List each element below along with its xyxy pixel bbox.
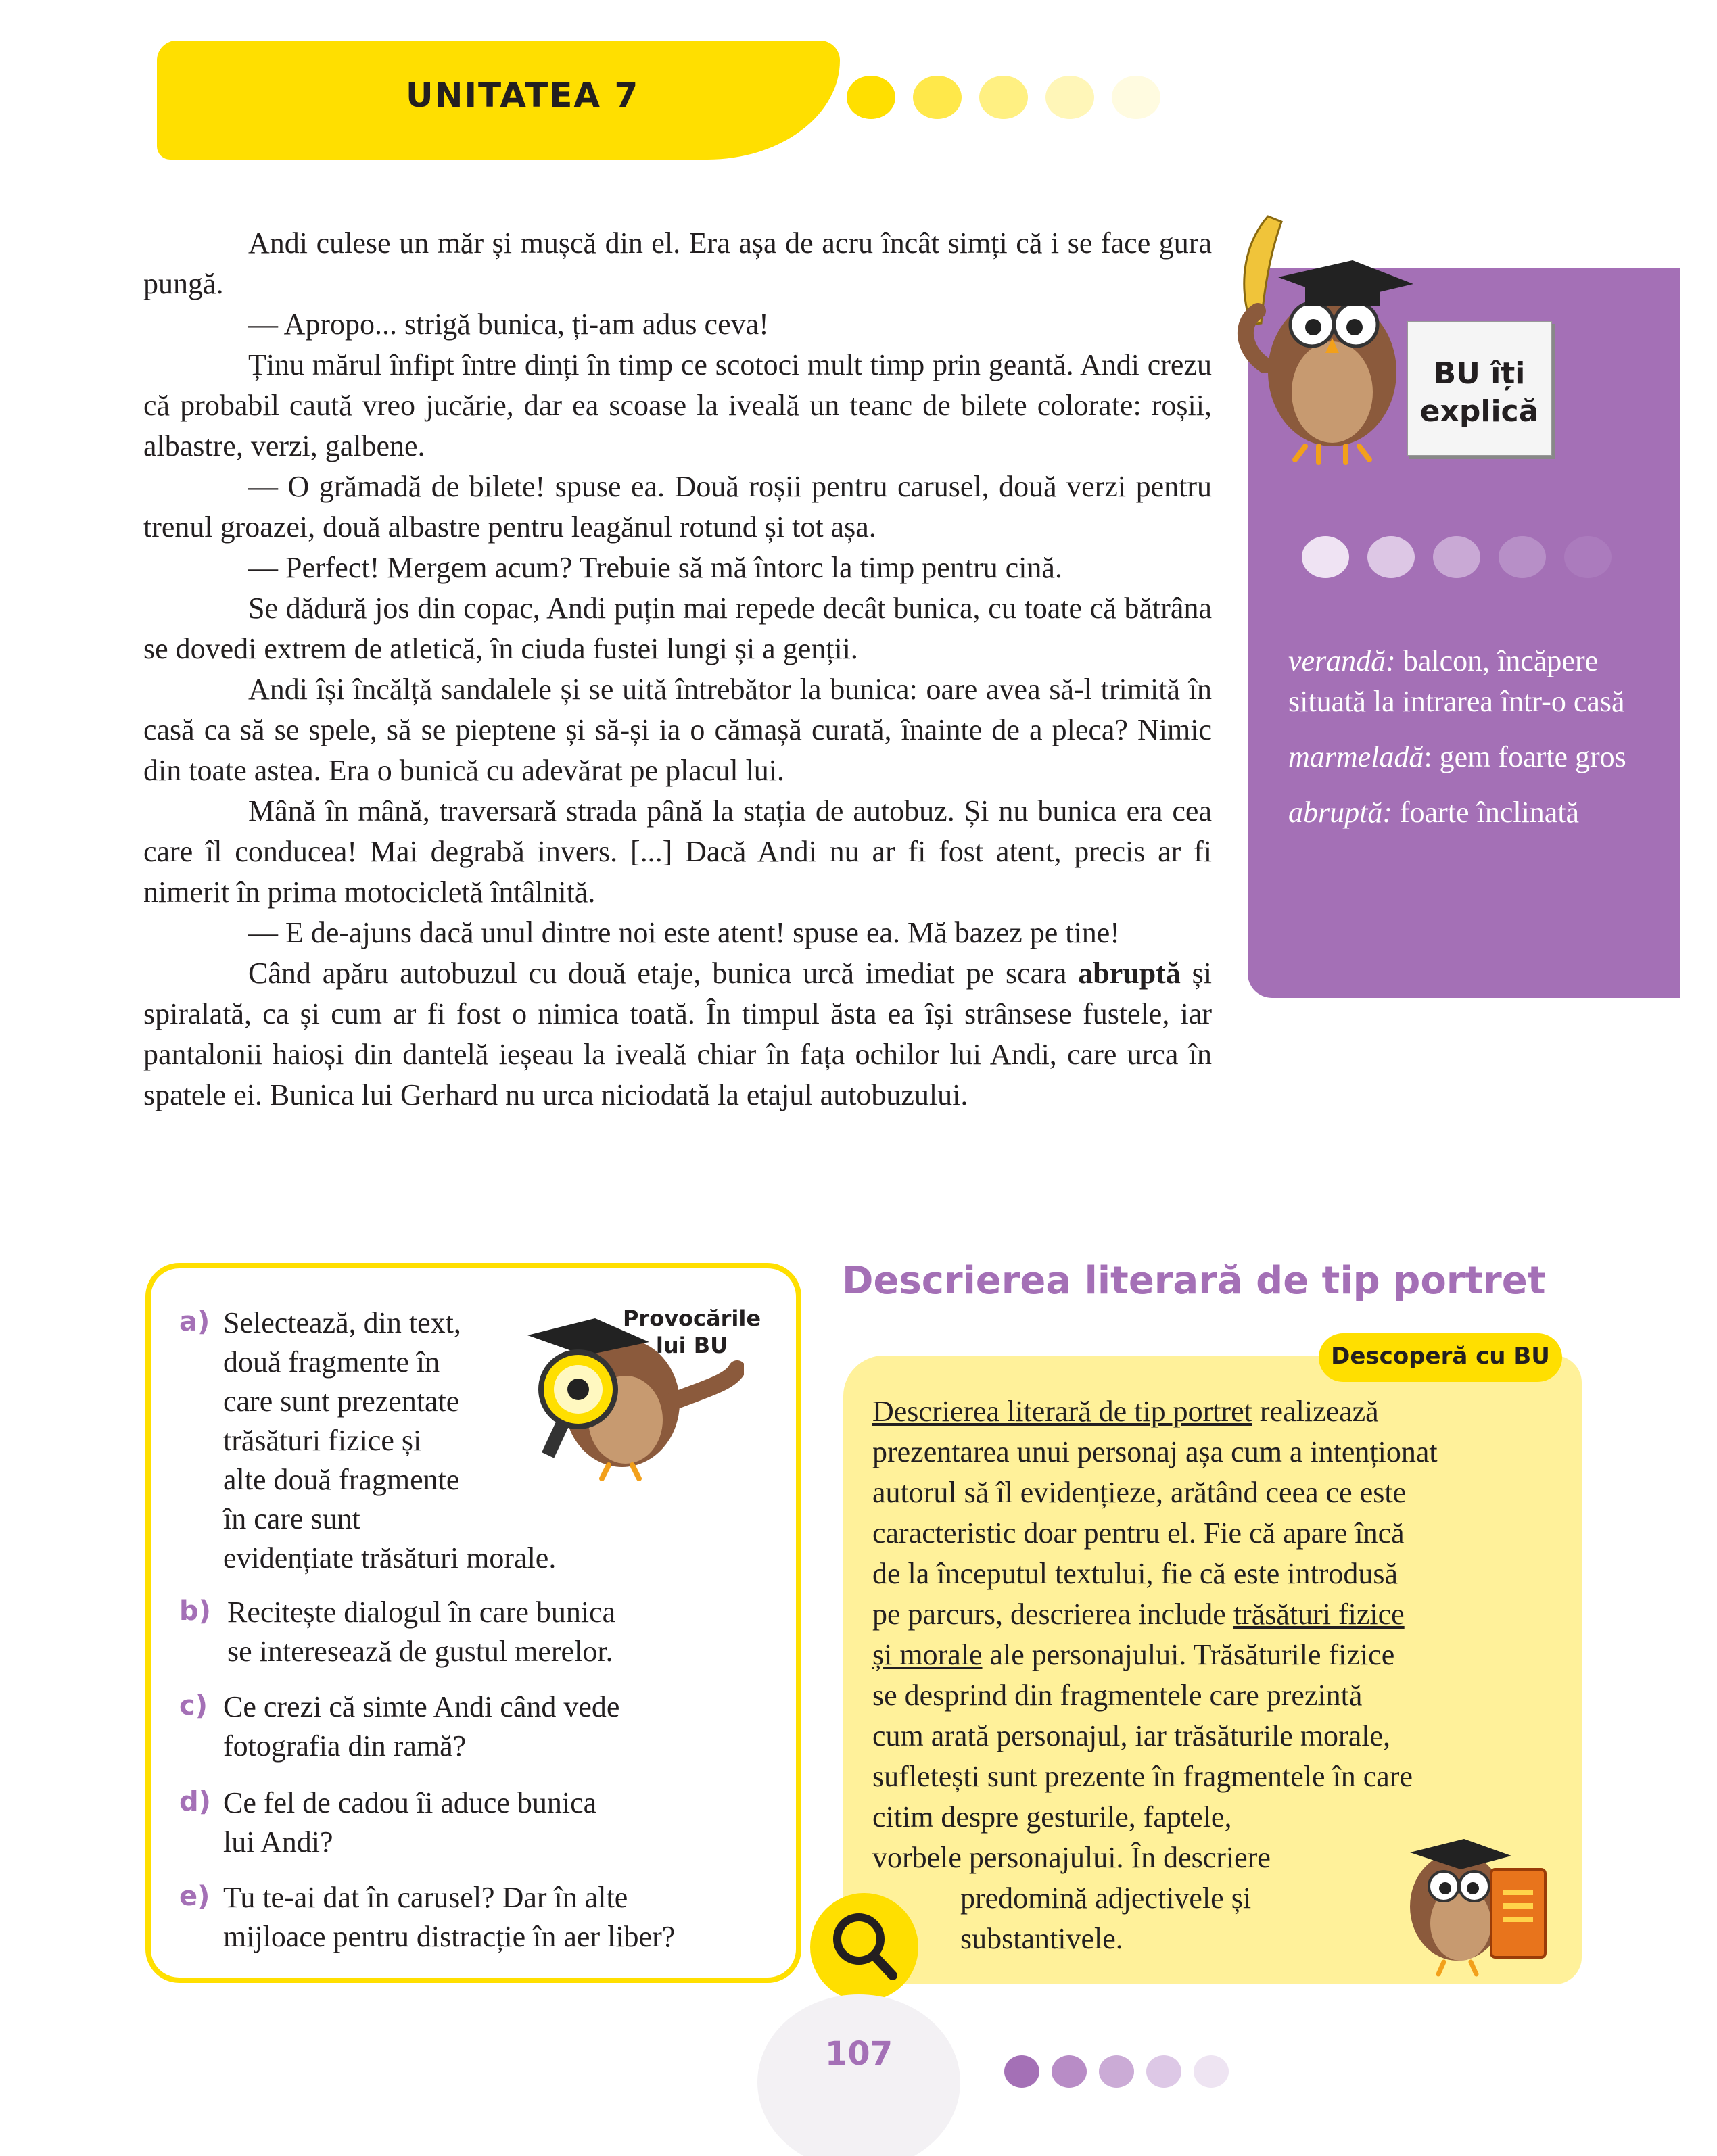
question-line: care sunt prezentate xyxy=(223,1385,460,1418)
footer-dot xyxy=(1099,2055,1134,2088)
story-paragraph: Andi își încălță sandalele și se uită întrebător la bunica: oare avea să-l trimită în casă ca să se spele, să se pieptene și să-și ia o cămașă curată, înainte de a pleca? Nimic din toate astea. Era o bunică cu adevărat pe placul lui. xyxy=(143,673,1212,787)
challenges-label-line: Provocările xyxy=(622,1305,761,1331)
footer-dot xyxy=(1004,2055,1039,2088)
magnifier-button[interactable] xyxy=(810,1893,918,2001)
question-line: fotografia din ramă? xyxy=(223,1729,467,1763)
discover-span: ale personajului. Trăsăturile fizice xyxy=(982,1638,1395,1671)
underlined-term: Descrierea literară de tip portret xyxy=(872,1395,1252,1428)
glossary xyxy=(1288,641,1667,848)
discover-line: sufletești sunt prezente în fragmentele în care xyxy=(872,1760,1413,1793)
discover-line xyxy=(872,1635,1438,1675)
glossary-entry xyxy=(1288,641,1667,722)
panel-dot xyxy=(1302,536,1349,578)
story-text-span: Când apăru autobuzul cu două etaje, bunica urcă imediat pe scara xyxy=(248,957,1067,990)
story-paragraph: — Apropo... strigă bunica, ți-am adus ceva! xyxy=(248,308,769,341)
question-line: Selectează, din text, xyxy=(223,1306,461,1339)
story-text-span: și spiralată, ca și cum ar fi fost o nimica toată. În timpul ăsta ea își strânsese fustele, iar pantalonii haioși din dantelă ieșeau la iveală chiar în fața ochilor lui Andi, care urca în spatele ei. Bunica lui Gerhard nu urca niciodată la etajul autobuzului. xyxy=(143,957,1213,1111)
footer-dot xyxy=(1052,2055,1087,2088)
owl-book-icon xyxy=(1390,1812,1566,1981)
question-line: evidențiate trăsături morale. xyxy=(223,1541,557,1575)
question-line: Ce fel de cadou îi aduce bunica xyxy=(223,1786,597,1819)
discover-span: realizează xyxy=(1252,1395,1379,1428)
question-line: Tu te-ai dat în carusel? Dar în alte xyxy=(223,1881,628,1914)
question-line: Ce crezi că simte Andi când vede xyxy=(223,1690,620,1723)
question-line: două fragmente în xyxy=(223,1345,440,1379)
glossary-entry xyxy=(1288,737,1667,777)
footer-dot xyxy=(1146,2055,1181,2088)
glossary-entry xyxy=(1288,792,1667,833)
discover-line: prezentarea unui personaj așa cum a intenționat xyxy=(872,1435,1438,1468)
panel-dot xyxy=(1564,536,1612,578)
discover-badge xyxy=(1319,1333,1562,1382)
question-line: mijloace pentru distracție în aer liber? xyxy=(223,1920,676,1953)
story-paragraph: Andi culese un măr și mușcă din el. Era așa de acru încât simți că i se face gura pungă. xyxy=(143,226,1212,300)
discover-line: se desprind din fragmentele care prezintă xyxy=(872,1679,1363,1712)
story-paragraph: — E de-ajuns dacă unul dintre noi este atent! spuse ea. Mă bazez pe tine! xyxy=(248,916,1120,949)
story-paragraph: Se dădură jos din copac, Andi puțin mai repede decât bunica, cu toate că bătrâna se dovedi extrem de atletică, în ciuda fustei lungi și a genții. xyxy=(143,592,1212,665)
magnifier-icon xyxy=(810,1893,918,2001)
glossary-definition: balcon, încăpere situată la intrarea într-o casă xyxy=(1288,644,1625,718)
discover-line: substantivele. xyxy=(960,1922,1123,1955)
header-dot xyxy=(1045,76,1094,119)
glossary-definition: : gem foarte gros xyxy=(1424,740,1626,773)
question-letter: e) xyxy=(179,1881,210,1912)
header-dot xyxy=(979,76,1028,119)
footer-dot xyxy=(1194,2055,1229,2088)
glossary-term: verandă: xyxy=(1288,644,1396,677)
question-a xyxy=(223,1303,556,1578)
question-d xyxy=(223,1783,596,1862)
header-dot xyxy=(1112,76,1160,119)
bu-explains-card xyxy=(1407,321,1552,456)
discover-line xyxy=(872,1391,1438,1432)
challenges-label-line: lui BU xyxy=(655,1333,728,1358)
page-number-bubble xyxy=(757,1994,960,2156)
question-line: se interesează de gustul merelor. xyxy=(227,1635,613,1668)
question-letter: b) xyxy=(179,1596,211,1627)
story-text xyxy=(143,223,1212,1116)
question-c xyxy=(223,1687,619,1766)
panel-dot xyxy=(1433,536,1480,578)
challenges-label xyxy=(614,1305,770,1359)
glossary-term: abruptă: xyxy=(1288,796,1392,829)
header-dot xyxy=(847,76,895,119)
discover-line xyxy=(872,1594,1438,1635)
discover-badge-label: Descoperă cu BU xyxy=(1331,1343,1550,1370)
underlined-term: trăsături fizice xyxy=(1233,1598,1405,1631)
glossary-term: marmeladă xyxy=(1288,740,1424,773)
discover-line: predomină adjectivele și xyxy=(960,1882,1252,1915)
discover-text-end xyxy=(960,1878,1251,1959)
question-letter: a) xyxy=(179,1306,210,1337)
question-line: Recitește dialogul în care bunica xyxy=(227,1596,616,1629)
story-paragraph: Ținu mărul înfipt între dinți în timp ce scotoci mult timp prin geantă. Andi crezu că probabil caută vreo jucărie, dar ea scoase la iveală un teanc de bilete colorate: roșii, albastre, verzi, galbene. xyxy=(143,348,1212,462)
underlined-term: și morale xyxy=(872,1638,983,1671)
discover-span: pe parcurs, descrierea include xyxy=(872,1598,1233,1631)
discover-line: caracteristic doar pentru el. Fie că apare încă xyxy=(872,1516,1405,1550)
discover-line: vorbele personajului. În descriere xyxy=(872,1841,1271,1874)
bu-explains-label-line: BU îți xyxy=(1433,356,1526,391)
story-paragraph: — Perfect! Mergem acum? Trebuie să mă întorc la timp pentru cină. xyxy=(248,551,1062,584)
story-paragraph: — O grămadă de bilete! spuse ea. Două roșii pentru carusel, două verzi pentru trenul groazei, două albastre pentru leagănul rotund și tot așa. xyxy=(143,470,1212,544)
page-number: 107 xyxy=(824,2035,893,2073)
panel-dot xyxy=(1367,536,1415,578)
question-line: alte două fragmente xyxy=(223,1463,460,1496)
discover-line: citim despre gesturile, faptele, xyxy=(872,1800,1232,1834)
header-dot xyxy=(913,76,962,119)
bu-explains-label-line: explică xyxy=(1419,394,1539,429)
discover-line: autorul să îl evidențieze, arătând ceea ce este xyxy=(872,1476,1407,1509)
panel-dot xyxy=(1499,536,1546,578)
glossary-definition: foarte înclinată xyxy=(1392,796,1580,829)
discover-line: de la începutul textului, fie că este introdusă xyxy=(872,1557,1398,1590)
story-paragraph: Mână în mână, traversară strada până la stația de autobuz. Și nu bunica era cea care îl conducea! Mai degrabă invers. [...] Dacă Andi nu ar fi fost atent, precis ar fi nimerit în prima motocicletă întâlnită. xyxy=(143,794,1212,909)
section-title: Descrierea literară de tip portret xyxy=(842,1259,1546,1303)
unit-title: UNITATEA 7 xyxy=(406,76,640,115)
story-paragraph-last xyxy=(143,953,1212,1116)
question-letter: d) xyxy=(179,1786,211,1817)
question-b xyxy=(227,1593,615,1671)
bu-explains-label xyxy=(1408,355,1551,431)
question-line: trăsături fizice și xyxy=(223,1424,422,1457)
question-e xyxy=(223,1878,675,1957)
bold-word: abruptă xyxy=(1078,957,1181,990)
question-line: lui Andi? xyxy=(223,1825,333,1859)
question-line: în care sunt xyxy=(223,1502,360,1535)
discover-line: cum arată personajul, iar trăsăturile morale, xyxy=(872,1719,1390,1752)
question-letter: c) xyxy=(179,1690,208,1721)
discover-text xyxy=(872,1391,1438,1878)
